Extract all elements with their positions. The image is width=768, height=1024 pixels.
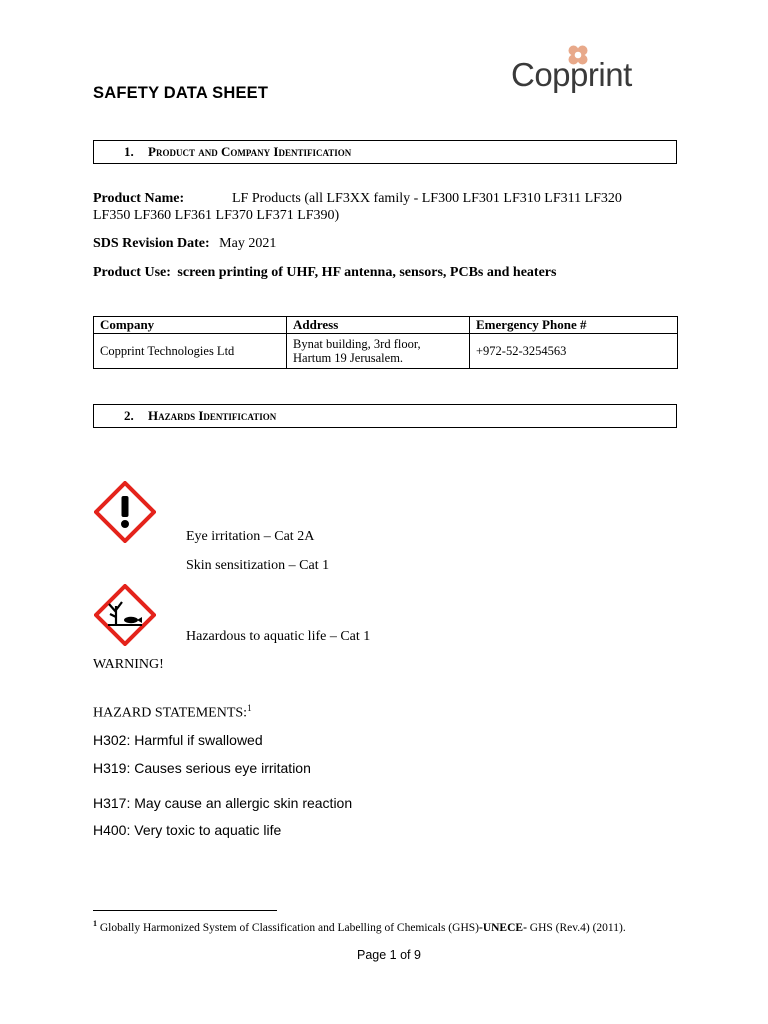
table-header-address: Address	[287, 317, 470, 334]
revision-value: May 2021	[219, 236, 277, 251]
phone-cell: +972-52-3254563	[470, 334, 678, 369]
footnote-reference: 1	[247, 703, 252, 713]
hazard-statements-heading	[93, 703, 252, 722]
table-header-phone: Emergency Phone #	[470, 317, 678, 334]
revision-row	[93, 236, 276, 252]
skin-sensitization-text: Skin sensitization – Cat 1	[186, 558, 330, 573]
revision-label: SDS Revision Date:	[93, 236, 210, 251]
signal-word: WARNING!	[93, 657, 164, 672]
address-line-2: Hartum 19 Jerusalem.	[293, 351, 404, 365]
copprint-logo-text: Copprint	[511, 56, 632, 93]
exclamation-mark-icon	[94, 481, 156, 543]
aquatic-hazard-text: Hazardous to aquatic life – Cat 1	[186, 629, 371, 644]
document-title: SAFETY DATA SHEET	[93, 84, 269, 102]
section-2-header	[93, 404, 677, 428]
company-table	[93, 316, 678, 369]
address-line-1: Bynat building, 3rd floor,	[293, 337, 421, 351]
product-name-value-cont: LF350 LF360 LF361 LF370 LF371 LF390)	[93, 208, 340, 223]
section-number: 1.	[124, 144, 134, 159]
product-name-value: LF Products (all LF3XX family - LF300 LF301 LF310 LF311 LF320	[232, 191, 622, 206]
eye-irritation-text: Eye irritation – Cat 2A	[186, 529, 315, 544]
section-1-header	[93, 140, 677, 164]
footnote-marker: 1	[93, 919, 97, 928]
section-title: Hazards Identification	[148, 408, 277, 423]
table-header-row	[94, 317, 678, 334]
hazard-statement-h317: H317: May cause an allergic skin reaction	[93, 795, 353, 811]
product-use-label: Product Use:	[93, 265, 171, 280]
hazard-statement-h319: H319: Causes serious eye irritation	[93, 760, 311, 776]
section-number: 2.	[124, 408, 134, 423]
company-cell: Copprint Technologies Ltd	[94, 334, 287, 369]
footnote-text-end: GHS (Rev.4) (2011).	[526, 921, 626, 934]
hazard-statements-label: HAZARD STATEMENTS:	[93, 705, 248, 721]
footnote-divider	[93, 910, 277, 911]
address-cell	[287, 334, 470, 369]
environment-icon	[94, 584, 156, 646]
table-row	[94, 334, 678, 369]
product-name-label: Product Name:	[93, 191, 185, 206]
table-header-company: Company	[94, 317, 287, 334]
page-indicator: Page 1 of 9	[357, 948, 421, 962]
footnote	[93, 916, 673, 936]
hazard-statement-h302: H302: Harmful if swallowed	[93, 732, 263, 748]
product-use-row	[93, 265, 556, 281]
footnote-text: Globally Harmonized System of Classification and Labelling of Chemicals (GHS)	[99, 921, 479, 934]
product-use-value: screen printing of UHF, HF antenna, sensors, PCBs and heaters	[177, 265, 557, 280]
section-title: Product and Company Identification	[148, 144, 352, 159]
product-name-row	[93, 191, 622, 207]
hazard-statement-h400: H400: Very toxic to aquatic life	[93, 822, 282, 838]
footnote-bold-text: -UNECE-	[478, 921, 527, 934]
